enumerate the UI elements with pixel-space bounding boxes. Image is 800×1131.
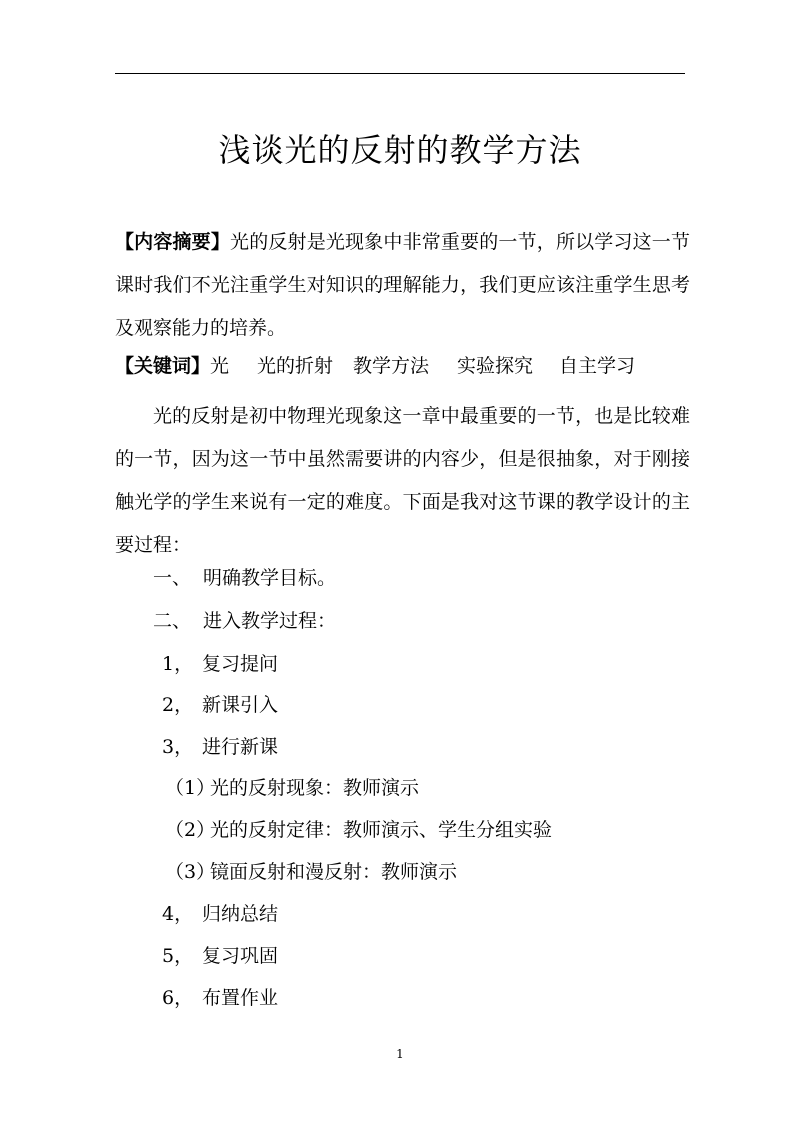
abstract-text: 光的反射是光现象中非常重要的一节，所以学习这一节课时我们不光注重学生对知识的理解能力，我们更应该注重学生思考及观察能力的培养。 xyxy=(115,231,690,339)
header-rule xyxy=(115,73,685,74)
step-item: 5， 复习巩固 xyxy=(162,945,279,967)
keyword-item: 光的折射 xyxy=(257,355,334,377)
abstract-label: 【内容摘要】 xyxy=(115,231,231,253)
keywords-label: 【关键词】 xyxy=(115,355,211,377)
outline-item: 二、 进入教学过程： xyxy=(153,610,337,632)
document-title: 浅谈光的反射的教学方法 xyxy=(218,131,582,169)
abstract-paragraph xyxy=(115,221,690,350)
substep-item: （2）光的反射定律：教师演示、学生分组实验 xyxy=(165,819,553,841)
keyword-item: 教学方法 xyxy=(353,355,430,377)
keyword-item: 光 xyxy=(210,355,230,377)
keyword-item: 实验探究 xyxy=(457,355,534,377)
keywords-line xyxy=(115,354,635,378)
outline-item: 一、 明确教学目标。 xyxy=(153,567,337,589)
substep-item: （3）镜面反射和漫反射：教师演示 xyxy=(165,861,458,883)
step-item: 3， 进行新课 xyxy=(162,736,279,758)
step-item: 2， 新课引入 xyxy=(162,694,279,716)
page-number: 1 xyxy=(396,1047,404,1061)
step-item: 1， 复习提问 xyxy=(162,653,279,675)
keyword-item: 自主学习 xyxy=(559,355,636,377)
step-item: 4， 归纳总结 xyxy=(162,903,279,925)
intro-paragraph: 光的反射是初中物理光现象这一章中最重要的一节，也是比较难的一节，因为这一节中虽然需要讲的内容少，但是很抽象，对于刚接触光学的学生来说有一定的难度。下面是我对这节课的教学设计的主要过程： xyxy=(115,405,690,556)
substep-item: （1）光的反射现象：教师演示 xyxy=(165,777,420,799)
step-item: 6， 布置作业 xyxy=(162,987,279,1009)
